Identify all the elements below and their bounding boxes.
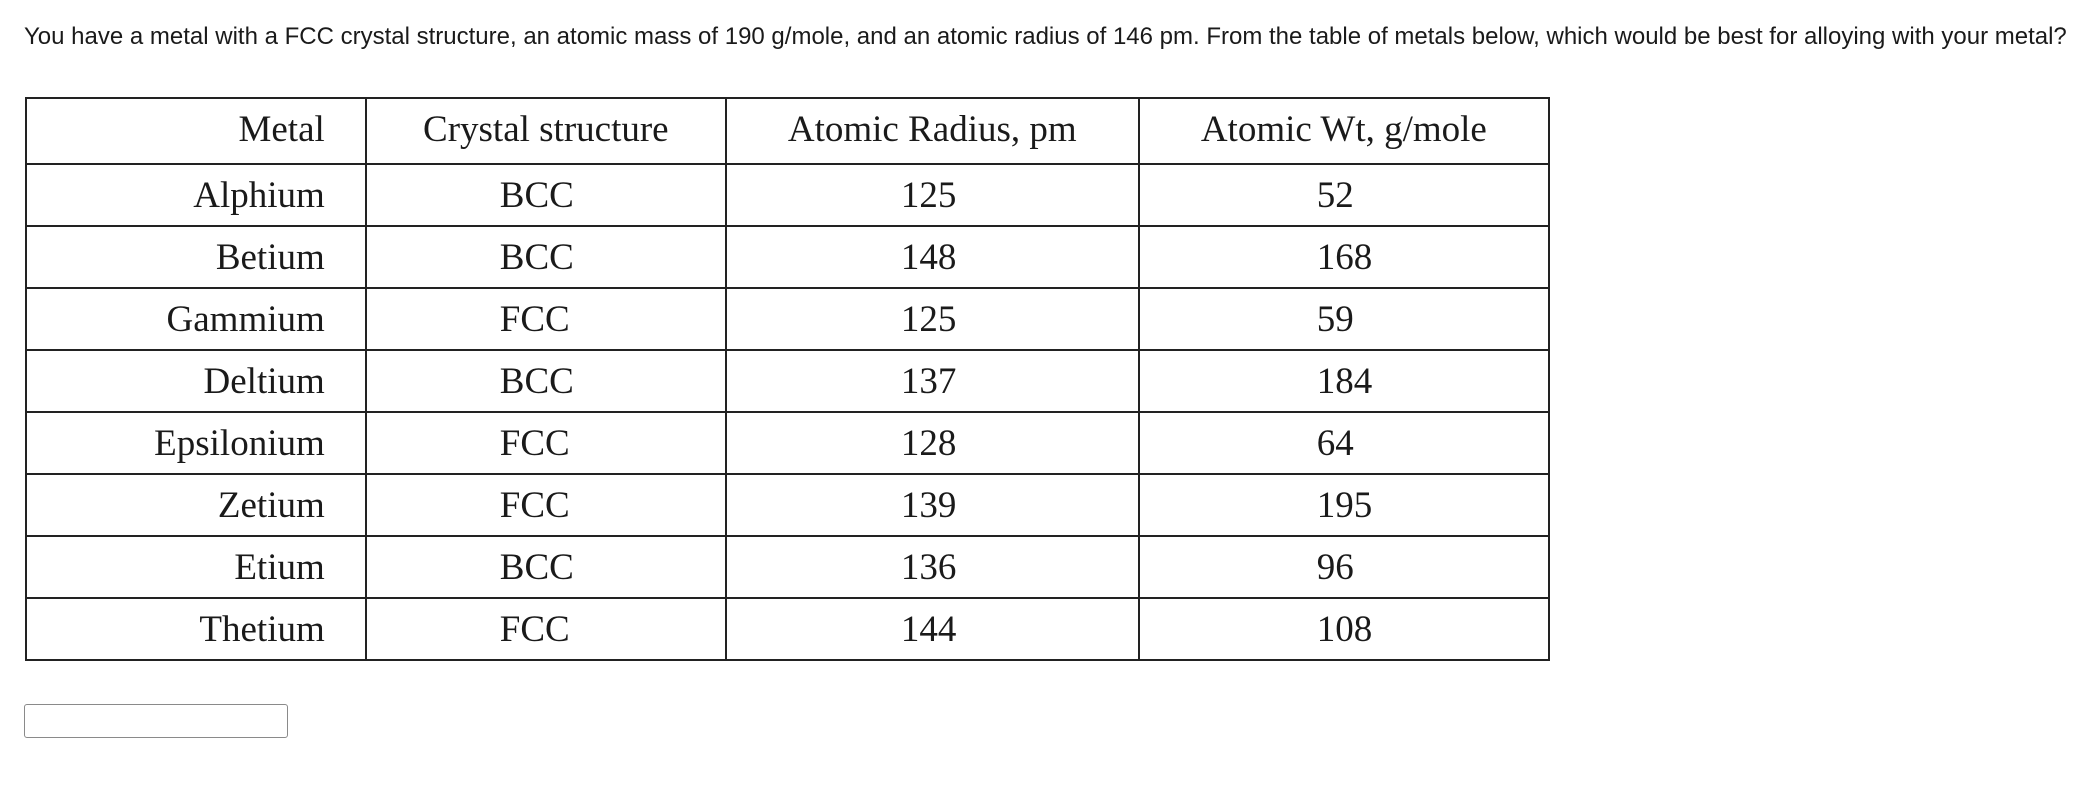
metal-name-cell: Epsilonium [26,412,366,474]
table-row [26,226,1549,288]
metal-name-cell: Etium [26,536,366,598]
atomic-weight-cell: 52 [1139,164,1549,226]
table-row [26,412,1549,474]
metal-name-cell: Thetium [26,598,366,660]
metals-table [25,97,1550,661]
answer-input[interactable] [24,704,288,738]
table-row [26,350,1549,412]
crystal-structure-cell: FCC [366,474,726,536]
header-crystal-structure: Crystal structure [366,98,726,164]
question-text: You have a metal with a FCC crystal structure, an atomic mass of 190 g/mole, and an atomic radius of 146 pm. From the table of metals below, which would be best for alloying with your metal? [24,23,2067,50]
atomic-weight-cell: 96 [1139,536,1549,598]
table-row [26,598,1549,660]
header-metal: Metal [26,98,366,164]
crystal-structure-cell: FCC [366,288,726,350]
metal-name-cell: Deltium [26,350,366,412]
atomic-weight-cell: 108 [1139,598,1549,660]
crystal-structure-cell: BCC [366,226,726,288]
crystal-structure-cell: BCC [366,536,726,598]
atomic-radius-cell: 136 [726,536,1139,598]
atomic-radius-cell: 128 [726,412,1139,474]
crystal-structure-cell: FCC [366,412,726,474]
table-row [26,164,1549,226]
crystal-structure-cell: FCC [366,598,726,660]
metal-name-cell: Alphium [26,164,366,226]
atomic-radius-cell: 125 [726,288,1139,350]
table-header-row [26,98,1549,164]
atomic-radius-cell: 125 [726,164,1139,226]
atomic-weight-cell: 184 [1139,350,1549,412]
atomic-radius-cell: 148 [726,226,1139,288]
table-row [26,536,1549,598]
atomic-radius-cell: 137 [726,350,1139,412]
table-row [26,474,1549,536]
atomic-weight-cell: 59 [1139,288,1549,350]
header-atomic-weight: Atomic Wt, g/mole [1139,98,1549,164]
atomic-weight-cell: 168 [1139,226,1549,288]
atomic-radius-cell: 139 [726,474,1139,536]
atomic-weight-cell: 64 [1139,412,1549,474]
crystal-structure-cell: BCC [366,350,726,412]
crystal-structure-cell: BCC [366,164,726,226]
table-row [26,288,1549,350]
atomic-weight-cell: 195 [1139,474,1549,536]
metal-name-cell: Betium [26,226,366,288]
header-atomic-radius: Atomic Radius, pm [726,98,1139,164]
atomic-radius-cell: 144 [726,598,1139,660]
metal-name-cell: Zetium [26,474,366,536]
metal-name-cell: Gammium [26,288,366,350]
